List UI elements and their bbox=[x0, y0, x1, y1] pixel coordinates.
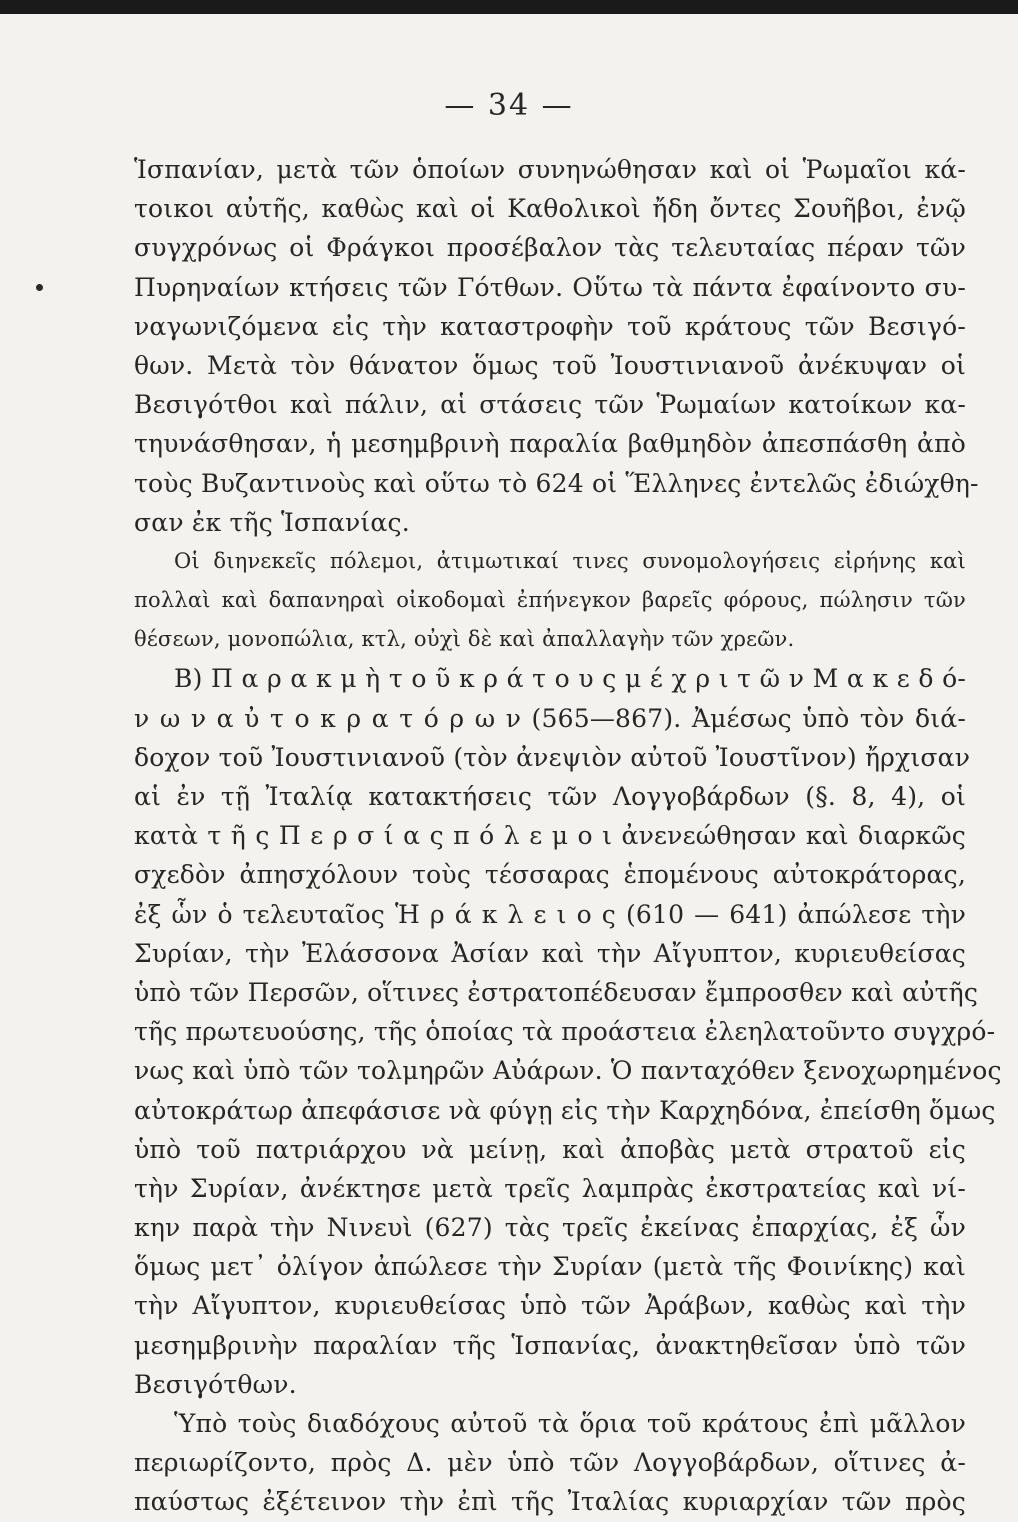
text-line: συγχρόνως οἱ Φράγκοι προσέβαλον τὰς τελευταίας πέραν τῶν bbox=[134, 233, 966, 263]
page-number: — 34 — bbox=[444, 88, 574, 123]
text-line: Πυρηναίων κτήσεις τῶν Γότθων. Οὕτω τὰ πάντα ἐφαίνοντο συ- bbox=[134, 272, 966, 302]
text-line: τῆς πρωτευούσης, τῆς ὁποίας τὰ προάστεια ἐλεηλατοῦντο συγχρό- bbox=[134, 1017, 996, 1047]
text-line: ν ω ν α ὐ τ ο κ ρ α τ ό ρ ω ν (565—867). Ἀμέσως ὑπὸ τὸν διά- bbox=[134, 703, 966, 733]
text-line: θέσεων, μονοπώλια, κτλ, οὐχὶ δὲ καὶ ἀπαλλαγὴν τῶν χρεῶν. bbox=[134, 627, 795, 652]
text-line: θων. Μετὰ τὸν θάνατον ὅμως τοῦ Ἰουστινιανοῦ ἀνέκυψαν οἱ bbox=[134, 350, 966, 380]
text-line: αὐτοκράτωρ ἀπεφάσισε νὰ φύγῃ εἰς τὴν Καρχηδόνα, ἐπείσθη ὅμως bbox=[134, 1095, 996, 1125]
text-line: σχεδὸν ἀπησχόλουν τοὺς τέσσαρας ἑπομένους αὐτοκράτορας, bbox=[134, 860, 966, 890]
text-line: ἐξ ὧν ὁ τελευταῖος Ἡ ρ ά κ λ ε ι ο ς (610 — 641) ἀπώλεσε τὴν bbox=[134, 899, 966, 929]
text-line: Βεσιγότθοι καὶ πάλιν, αἱ στάσεις τῶν Ῥωμαίων κατοίκων κα- bbox=[134, 390, 966, 420]
text-line: τηυνάσθησαν, ἡ μεσημβρινὴ παραλία βαθμηδὸν ἀπεσπάσθη ἀπὸ bbox=[134, 429, 966, 459]
text-line: ὑπὸ τῶν Περσῶν, οἵτινες ἐστρατοπέδευσαν ἔμπροσθεν καὶ αὐτῆς bbox=[134, 977, 979, 1007]
text-line: Β) Π α ρ α κ μ ὴ τ ο ῦ κ ρ ά τ ο υ ς μ έ χ ρ ι τ ῶ ν Μ α κ ε δ ό- bbox=[174, 664, 966, 694]
text-line: ὅμως μετ᾽ ὀλίγον ἀπώλεσε τὴν Συρίαν (μετὰ τῆς Φοινίκης) καὶ bbox=[134, 1252, 966, 1282]
text-line: νως καὶ ὑπὸ τῶν τολμηρῶν Αὐάρων. Ὁ πανταχόθεν ξενοχωρημένος bbox=[134, 1056, 1002, 1086]
text-line: πολλαὶ καὶ δαπανηραὶ οἰκοδομαὶ ἐπήνεγκον βαρεῖς φόρους, πώλησιν τῶν bbox=[134, 588, 966, 613]
text-line: μεσημβρινὴν παραλίαν τῆς Ἱσπανίας, ἀνακτηθεῖσαν ὑπὸ τῶν bbox=[134, 1330, 966, 1360]
text-line: Συρίαν, τὴν Ἐλάσσονα Ἀσίαν καὶ τὴν Αἴγυπτον, κυριευθείσας bbox=[134, 938, 966, 968]
text-line: περιωρίζοντο, πρὸς Δ. μὲν ὑπὸ τῶν Λογγοβάρδων, οἵτινες ἀ- bbox=[134, 1448, 966, 1478]
text-line: Βεσιγότθων. bbox=[134, 1369, 297, 1399]
text-line: κατὰ τ ῆ ς Π ε ρ σ ί α ς π ό λ ε μ ο ι ἀνενεώθησαν καὶ διαρκῶς bbox=[134, 821, 966, 851]
body-text bbox=[134, 150, 1002, 1522]
text-line: Ὑπὸ τοὺς διαδόχους αὐτοῦ τὰ ὅρια τοῦ κράτους ἐπὶ μᾶλλον bbox=[174, 1409, 966, 1438]
text-line: Ἱσπανίαν, μετὰ τῶν ὁποίων συνηνώθησαν καὶ οἱ Ῥωμαῖοι κά- bbox=[134, 155, 966, 184]
text-line: τοικοι αὐτῆς, καθὼς καὶ οἱ Καθολικοὶ ἤδη ὄντες Σουῆβοι, ἐνῷ bbox=[134, 194, 966, 224]
text-line: αἱ ἐν τῇ Ἰταλίᾳ κατακτήσεις τῶν Λογγοβάρδων (§. 8, 4), οἱ bbox=[134, 782, 966, 811]
text-line: τὴν Συρίαν, ἀνέκτησε μετὰ τρεῖς λαμπρὰς ἐκστρατείας καὶ νί- bbox=[134, 1173, 966, 1203]
text-line: κην παρὰ τὴν Νινευὶ (627) τὰς τρεῖς ἐκείνας ἐπαρχίας, ἐξ ὧν bbox=[134, 1213, 966, 1243]
text-line: παύστως ἐξέτεινον τὴν ἐπὶ τῆς Ἰταλίας κυριαρχίαν τῶν πρὸς bbox=[134, 1487, 966, 1517]
text-line: τὴν Αἴγυπτον, κυριευθείσας ὑπὸ τῶν Ἀράβων, καθὼς καὶ τὴν bbox=[134, 1291, 966, 1321]
text-line: τοὺς Βυζαντινοὺς καὶ οὕτω τὸ 624 οἱ Ἕλληνες ἐντελῶς ἐδιώχθη- bbox=[134, 468, 979, 498]
text-line: Οἱ διηνεκεῖς πόλεμοι, ἀτιμωτικαί τινες συνομολογήσεις εἰρήνης καὶ bbox=[174, 548, 966, 573]
text-line: δοχον τοῦ Ἰουστινιανοῦ (τὸν ἀνεψιὸν αὐτοῦ Ἰουστῖνον) ἤρχισαν bbox=[134, 742, 971, 772]
text-line: ναγωνιζόμενα εἰς τὴν καταστροφὴν τοῦ κράτους τῶν Βεσιγό- bbox=[134, 311, 966, 341]
ink-speck bbox=[36, 284, 43, 291]
text-line: σαν ἐκ τῆς Ἱσπανίας. bbox=[134, 507, 410, 537]
text-line: ὑπὸ τοῦ πατριάρχου νὰ μείνῃ, καὶ ἀποβὰς μετὰ στρατοῦ εἰς bbox=[134, 1134, 966, 1164]
scan-border bbox=[0, 0, 1018, 14]
